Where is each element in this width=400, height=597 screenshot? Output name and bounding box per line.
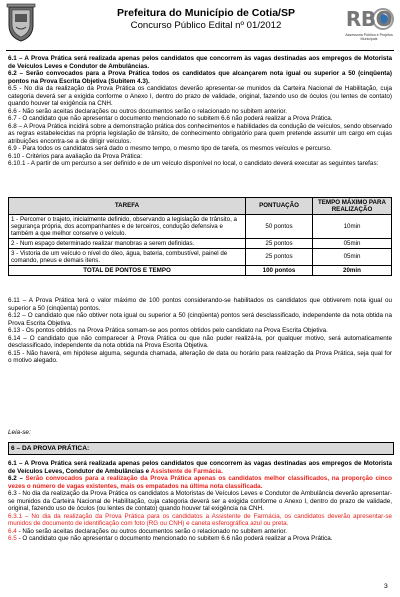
column-header: TAREFA: [9, 198, 246, 215]
section-heading: 6 – DA PROVA PRÁTICA:: [8, 442, 394, 455]
paragraph: [8, 475, 392, 490]
original-text-middle: [8, 297, 392, 365]
table-row: [9, 215, 392, 239]
original-text-top: [8, 55, 392, 168]
rbo-logo: [340, 3, 398, 43]
logo-caption: Assessoria Pública e Projetos Municipais: [345, 33, 393, 41]
highlight-paragraph: 6.3.1 – No dia da realização da Prova Prática para os candidatos a Assistente de Farmácia, os candidatos deverão apresentar-se munidos de documento de identificação com foto (RG ou CNH) e caneta esferográfica azul ou preta.: [8, 512, 392, 527]
table-cell: TOTAL DE PONTOS E TEMPO: [9, 266, 246, 276]
highlight-text: Assistente de Farmácia.: [150, 467, 223, 475]
highlight-text: 6.5: [8, 535, 17, 542]
highlight-text: 6.4: [8, 527, 17, 535]
table-cell: 100 pontos: [246, 266, 313, 276]
header: [6, 3, 394, 47]
table-cell: 05min: [313, 249, 392, 266]
table-header-row: [9, 198, 392, 215]
paragraph: 6.3 - No dia da realização da Prova Prática os candidatos a Motoristas de Veículos Leves e Condutor de Ambulância deverão apresentar-se munidos da Carteira Nacional de Habilitação, cuja categoria deverá ser a exigida conforme o Anexo I, dentro do prazo de validade, original, fazendo uso de óculos (ou lentes de contato) quando houver tal exigência na CNH.: [8, 490, 392, 512]
paragraph: 6.12 – O candidato que não obtiver nota igual ou superior a 50 (cinqüenta) pontos será desclassificado, independente da nota obtida na Prova Escrita Objetiva.: [8, 312, 392, 327]
paragraph: 6.9 - Para todos os candidatos será dado o mesmo tempo, o mesmo tipo de tarefa, os mesmos veículos e percurso.: [8, 145, 332, 152]
table-total-row: [9, 266, 392, 276]
text-span: 6.2 –: [8, 475, 26, 482]
table-cell: 25 pontos: [246, 249, 313, 266]
header-divider: [6, 50, 394, 51]
table-row: [9, 249, 392, 266]
paragraph: 6.7 - O candidato que não apresentar o documento mencionado no subitem 6.6 não poderá realizar a Prova Prática.: [8, 115, 333, 122]
paragraph: 6.2 – Serão convocados para a Prova Prática todos os candidatos que alcançarem nota igual ou superior a 50 (cinqüenta) pontos na Prova Escrita Objetiva (Subitem 4.3).: [8, 70, 392, 85]
paragraph: 6.10 - Critérios para avaliação da Prova Prática:: [8, 152, 143, 160]
paragraph: 6.1 – A Prova Prática será realizada apenas pelos candidatos que concorrem às vagas destinadas aos empregos de Motorista de Veículos Leves e Condutor de Ambulâncias.: [8, 55, 392, 70]
table-cell: 05min: [313, 239, 392, 249]
column-header: PONTUAÇÃO: [246, 198, 313, 215]
paragraph: [8, 535, 392, 543]
table-cell: 10min: [313, 215, 392, 239]
highlight-text: Serão convocados para a realização da Prova Prática apenas os candidatos melhor classificados, na proporção cinco vezes o número de vagas existentes, mais os empatados na última nota classificada.: [8, 475, 392, 490]
paragraph: 6.15 - Não haverá, em hipótese alguma, segunda chamada, alteração de data ou horário para realização da Prova Prática, seja qual for o motivo alegado.: [8, 349, 392, 364]
paragraph: 6.11 – A Prova Prática terá o valor máximo de 100 pontos considerando-se habilitados os candidatos que obtiverem nota igual ou superior a 50 (cinqüenta) pontos.: [8, 297, 392, 312]
paragraph: [8, 528, 392, 536]
paragraph: 6.6 - Não serão aceitas declarações ou outros documentos serão o relacionado no subitem anterior.: [8, 107, 287, 115]
paragraph: 6.13 - Os pontos obtidos na Prova Prática somam-se aos pontos obtidos pelo candidato na Prova Escrita Objetiva.: [8, 327, 328, 334]
table-cell: 25 pontos: [246, 239, 313, 249]
paragraph: [8, 460, 392, 475]
text-span: - O candidato que não apresentar o documento mencionado no subitem 6.6 não poderá realizar a Prova Prática.: [16, 535, 333, 542]
criteria-table: [8, 197, 392, 276]
table-cell: 1 - Percorrer o trajeto, inicialmente definido, observando a legislação de trânsito, a segurança própria, dos acompanhantes e de terceiros, condução defensiva e também a que melhor conserve o veículo.: [9, 215, 246, 239]
municipal-crest-icon: [6, 3, 36, 43]
logo-text: RBO: [345, 7, 393, 31]
page-number: 3: [384, 583, 388, 590]
page-title: Prefeitura do Município de Cotia/SP: [117, 7, 295, 19]
table-cell: 20min: [313, 266, 392, 276]
paragraph: 6.14 – O candidato que não comparecer à Prova Prática ou que não puder realizá-la, por qualquer motivo, será automaticamente desclassificado, independente da nota obtida na Prova Escrita Objetiva.: [8, 334, 392, 349]
column-header: TEMPO MÁXIMO PARA REALIZAÇÃO: [313, 198, 392, 215]
text-span: - Não serão aceitas declarações ou outros documentos serão o relacionado no subitem anterior.: [16, 527, 287, 535]
page-subtitle: Concurso Público Edital nº 01/2012: [130, 20, 282, 31]
text-span: 6.1 – A Prova Prática será realizada apenas pelos candidatos que concorrem às vagas destinadas aos empregos de Motorista de Veículos Leves, Condutor de Ambulâncias e: [8, 460, 392, 475]
table-cell: 2 - Num espaço determinado realizar manobras a serem definidas.: [9, 239, 246, 249]
paragraph: 6.8 – A Prova Prática incidirá sobre a demonstração prática dos conhecimentos e habilidades da condução de veículos, sendo observado as regras estabelecidas na própria legislação de trânsito, de conhecimento obrigatório para quem pretende assumir um cargo em cujas atribuições encontra-se a de dirigir veículos.: [8, 122, 392, 145]
table-row: [9, 239, 392, 249]
corrected-text: [8, 460, 392, 543]
table-cell: 3 - Vistoria de um veículo o nível do óleo, água, bateria, combustível, painel de comando, pneus e demais itens.: [9, 249, 246, 266]
paragraph: 6.10.1 - A partir de um percurso a ser definido e de um veículo disponível no local, o candidato deverá executar as seguintes tarefas:: [8, 160, 379, 167]
leia-se-label: Leia-se:: [8, 429, 31, 436]
table-cell: 50 pontos: [246, 215, 313, 239]
paragraph: 6.5 - No dia da realização da Prova Prática os candidatos deverão apresentar-se munidos da Carteira Nacional de Habilitação, cuja categoria deverá ser a exigida conforme o Anexo I, dentro do prazo de validade, original, fazendo uso de óculos (ou lentes de contato) quando houver tal exigência na CNH.: [8, 85, 392, 107]
